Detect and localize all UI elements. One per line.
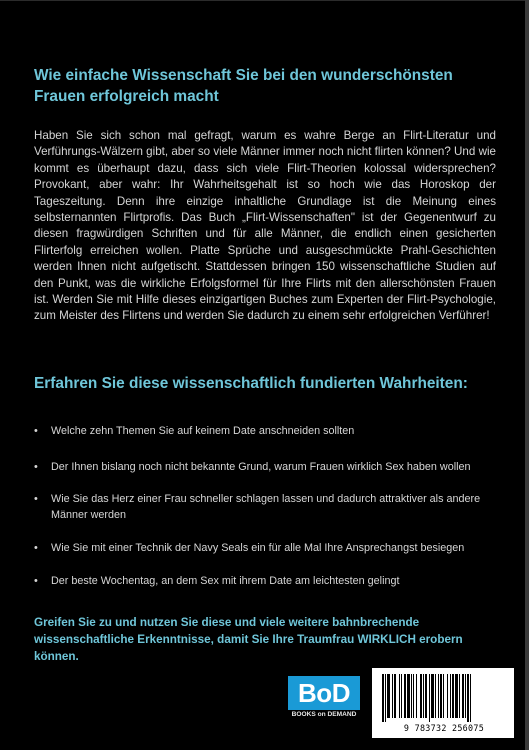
barcode-bar (431, 674, 434, 718)
list-item (34, 459, 494, 475)
list-item-text: Der Ihnen bislang noch nicht bekannte Grund, warum Frauen wirklich Sex haben wollen (51, 461, 471, 473)
barcode-bar (459, 674, 460, 718)
bullet-icon: • (34, 542, 38, 554)
barcode-bar (467, 674, 469, 722)
bullet-icon: • (34, 461, 38, 473)
list-item-text: Wie Sie mit einer Technik der Navy Seals ein für alle Mal Ihre Ansprechangst besiegen (51, 542, 465, 554)
intro-text (34, 128, 496, 325)
barcode-bar (385, 674, 386, 722)
list-item (34, 540, 494, 556)
barcode-bar (455, 674, 458, 718)
section-title: Erfahren Sie diese wissenschaftlich fundierten Wahrheiten: (34, 375, 468, 392)
barcode-bar (404, 674, 406, 718)
barcode-bar (462, 674, 464, 718)
bullet-icon: • (34, 575, 38, 587)
barcode-bar (407, 674, 410, 718)
list-item (34, 573, 494, 589)
list-item-text: Wie Sie das Herz einer Frau schneller schlagen lassen und dadurch attraktiver als andere Männer werden (51, 493, 481, 521)
barcode-bar (425, 674, 427, 718)
barcode-bar (423, 674, 424, 718)
barcode-bar (392, 674, 393, 718)
top-edge-line (0, 0, 529, 1)
barcode-bar (450, 674, 451, 718)
barcode-bar (465, 674, 466, 718)
barcode-bar (435, 674, 436, 718)
barcode-bars (380, 674, 506, 722)
barcode-bar (413, 674, 414, 718)
barcode-bar (438, 674, 439, 718)
isbn-barcode (372, 668, 514, 738)
list-item-text: Der beste Wochentag, an dem Sex mit ihrem Date am leichtesten gelingt (51, 575, 400, 587)
barcode-bar (452, 674, 454, 718)
barcode-bar (470, 674, 471, 722)
bullet-icon: • (34, 493, 38, 505)
barcode-bar (401, 674, 402, 718)
bod-logo-subtitle: BOOKS on DEMAND (291, 711, 357, 718)
barcode-bar (416, 674, 417, 718)
headline-line-2: Frauen erfolgreich macht (34, 88, 219, 105)
list-item (34, 491, 494, 523)
barcode-bar (420, 674, 422, 718)
barcode-bar (399, 674, 400, 718)
closing-statement: Greifen Sie zu und nutzen Sie diese und viele weitere bahnbrechende wissenschaftliche Erkenntnisse, damit Sie Ihre Traumfrau WIRKLICH erobern können. (34, 616, 463, 663)
intro-paragraph: Haben Sie sich schon mal gefragt, warum es wahre Berge an Flirt-Literatur und Verführungs-Wälzern gibt, aber so viele Männer immer noch nicht flirten können? Und wie kommt es überhaupt dazu, dass sich viele Flirt-Theorien kolossal widersprechen? Provokant, aber wahr: Ihr Wahrheitsgehalt ist so hoch wie das Horoskop der Tageszeitung. Denn ihre einzige inhaltliche Grundlage ist die Meinung eines selbsternannten Flirtprofis. Das Buch „Flirt-Wissenschaften" ist der Gegenentwurf zu diesen fragwürdigen Schriften und für alle Männer, die endlich einen gesicherten Flirterfolg erreichen wollen. Platte Sprüche und ausgeschmückte Prahl-Geschichten werden Ihnen nicht aufgetischt. Stattdessen bringen 150 wissenschaftliche Studien auf den Punkt, was die wirkliche Erfolgsformel für Ihre Flirts mit den allerschönsten Frauen ist. Werden Sie mit Hilfe dieses einzigartigen Buches zum Experten der Flirt-Psychologie, zum Meister des Flirtens und werden Sie dadurch zu einem sehr erfolgreichen Verführer! (34, 129, 496, 323)
barcode-bar (443, 674, 444, 718)
barcode-bar (429, 674, 430, 722)
publisher-logo (288, 676, 360, 720)
barcode-bar (394, 674, 396, 718)
spine-edge (525, 0, 529, 750)
bullet-icon: • (34, 425, 38, 437)
list-item-text: Welche zehn Themen Sie auf keinem Date anschneiden sollten (51, 425, 355, 437)
bod-logo-mark: BoD (288, 676, 360, 710)
barcode-bar (387, 674, 390, 718)
barcode-bar (447, 674, 448, 718)
list-item (34, 423, 494, 439)
headline (34, 65, 494, 107)
barcode-bar (440, 674, 442, 718)
barcode-bar (411, 674, 412, 718)
barcode-bar (382, 674, 384, 722)
headline-line-1: Wie einfache Wissenschaft Sie bei den wunderschönsten (34, 67, 453, 84)
barcode-number: 9 783732 256075 (403, 723, 485, 733)
